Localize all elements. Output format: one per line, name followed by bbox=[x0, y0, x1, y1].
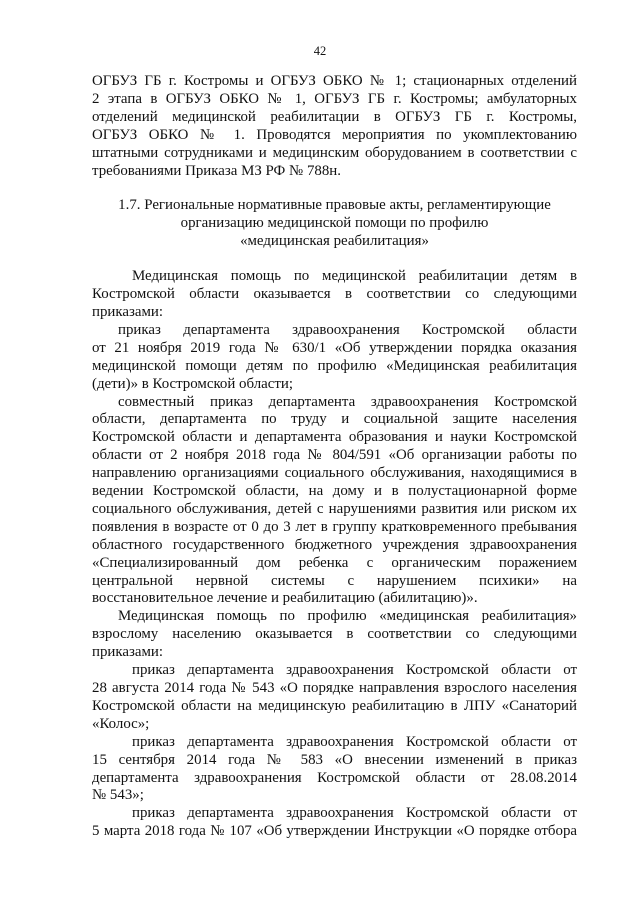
text-line: Костромской области на медицинскую реабилитацию в ЛПУ «Санаторий bbox=[92, 697, 577, 714]
text-line: ведении Костромской области, на дому и в полустационарной форме bbox=[92, 483, 577, 500]
text-line: 28 августа 2014 года № 543 «О порядке направления взрослого населения bbox=[92, 680, 577, 696]
page-body bbox=[92, 73, 577, 841]
text-line: Костромской области и департамента образования и науки Костромской bbox=[92, 429, 577, 446]
section-heading bbox=[92, 197, 577, 251]
text-line: «Колос»; bbox=[92, 715, 150, 732]
text-line: отделений медицинской реабилитации в ОГБУЗ ГБ г. Костромы, bbox=[92, 108, 577, 125]
text-line: (дети)» в Костромской области; bbox=[92, 375, 293, 392]
text-line: приказ департамента здравоохранения Костромской области от bbox=[132, 733, 577, 750]
text-line: «Специализированный дом ребенка с органическим поражением bbox=[92, 554, 577, 571]
text-line: восстановительное лечение и реабилитацию (абилитацию)». bbox=[92, 590, 478, 607]
order-3 bbox=[92, 662, 577, 734]
text-line: приказ департамента здравоохранения Костромской области bbox=[118, 321, 577, 338]
text-line: области, департамента по труду и социальной защите населения bbox=[92, 411, 577, 428]
text-line: № 543»; bbox=[92, 787, 144, 804]
paragraph-1 bbox=[92, 73, 577, 180]
text-line: появления в возрасте от 0 до 3 лет в группу кратковременного пребывания bbox=[92, 518, 577, 535]
order-1 bbox=[92, 322, 577, 394]
text-line: приказ департамента здравоохранения Костромской области от bbox=[132, 805, 577, 822]
text-line: приказами: bbox=[92, 303, 164, 320]
order-4 bbox=[92, 734, 577, 806]
text-line: приказ департамента здравоохранения Костромской области от bbox=[132, 662, 577, 679]
order-2 bbox=[92, 394, 577, 609]
text-line: ОГБУЗ ГБ г. Костромы и ОГБУЗ ОБКО № 1; стационарных отделений bbox=[92, 73, 577, 89]
heading-line: «медицинская реабилитация» bbox=[240, 233, 429, 250]
text-line: взрослому населению оказывается в соответствии со следующими bbox=[92, 626, 577, 643]
text-line: приказами: bbox=[92, 644, 164, 661]
page-number: 42 bbox=[313, 44, 327, 58]
text-line: медицинской помощи детям по профилю «Медицинская реабилитация bbox=[92, 357, 577, 374]
text-line: Медицинская помощь по медицинской реабилитации детям в bbox=[132, 268, 577, 285]
text-line: центральной нервной системы с нарушением психики» на bbox=[92, 572, 577, 589]
heading-line: организацию медицинской помощи по профилю bbox=[180, 215, 489, 232]
text-line: требованиями Приказа МЗ РФ № 788н. bbox=[92, 162, 342, 179]
paragraph-2 bbox=[92, 268, 577, 322]
text-line: ОГБУЗ ОБКО № 1. Проводятся мероприятия по укомплектованию bbox=[92, 126, 577, 143]
heading-line: 1.7. Региональные нормативные правовые акты, регламентирующие bbox=[118, 197, 551, 214]
text-line: социального обслуживания, детей с нарушениями развития или риском их bbox=[92, 500, 577, 517]
text-line: 2 этапа в ОГБУЗ ОБКО № 1, ОГБУЗ ГБ г. Костромы; амбулаторных bbox=[92, 90, 577, 107]
text-line: областного государственного бюджетного учреждения здравоохранения bbox=[92, 536, 577, 553]
text-line: от 21 ноября 2019 года № 630/1 «Об утверждении порядка оказания bbox=[92, 339, 577, 356]
paragraph-3 bbox=[92, 608, 577, 662]
text-line: области от 2 ноября 2018 года № 804/591 «Об организации работы по bbox=[92, 447, 577, 464]
text-line: Медицинская помощь по профилю «медицинская реабилитация» bbox=[118, 608, 577, 625]
text-line: 15 сентября 2014 года № 583 «О внесении изменений в приказ bbox=[92, 751, 577, 768]
text-line: направлению организациями социального обслуживания, находящимися в bbox=[92, 465, 577, 482]
text-line: совместный приказ департамента здравоохранения Костромской bbox=[118, 393, 577, 410]
order-5 bbox=[92, 805, 577, 841]
text-line: 5 марта 2018 года № 107 «Об утверждении Инструкции «О порядке отбора bbox=[92, 823, 577, 840]
text-line: штатными сотрудниками и медицинским оборудованием в соответствии с bbox=[92, 144, 577, 161]
text-line: Костромской области оказывается в соответствии со следующими bbox=[92, 286, 577, 303]
text-line: департамента здравоохранения Костромской области от 28.08.2014 bbox=[92, 769, 577, 786]
